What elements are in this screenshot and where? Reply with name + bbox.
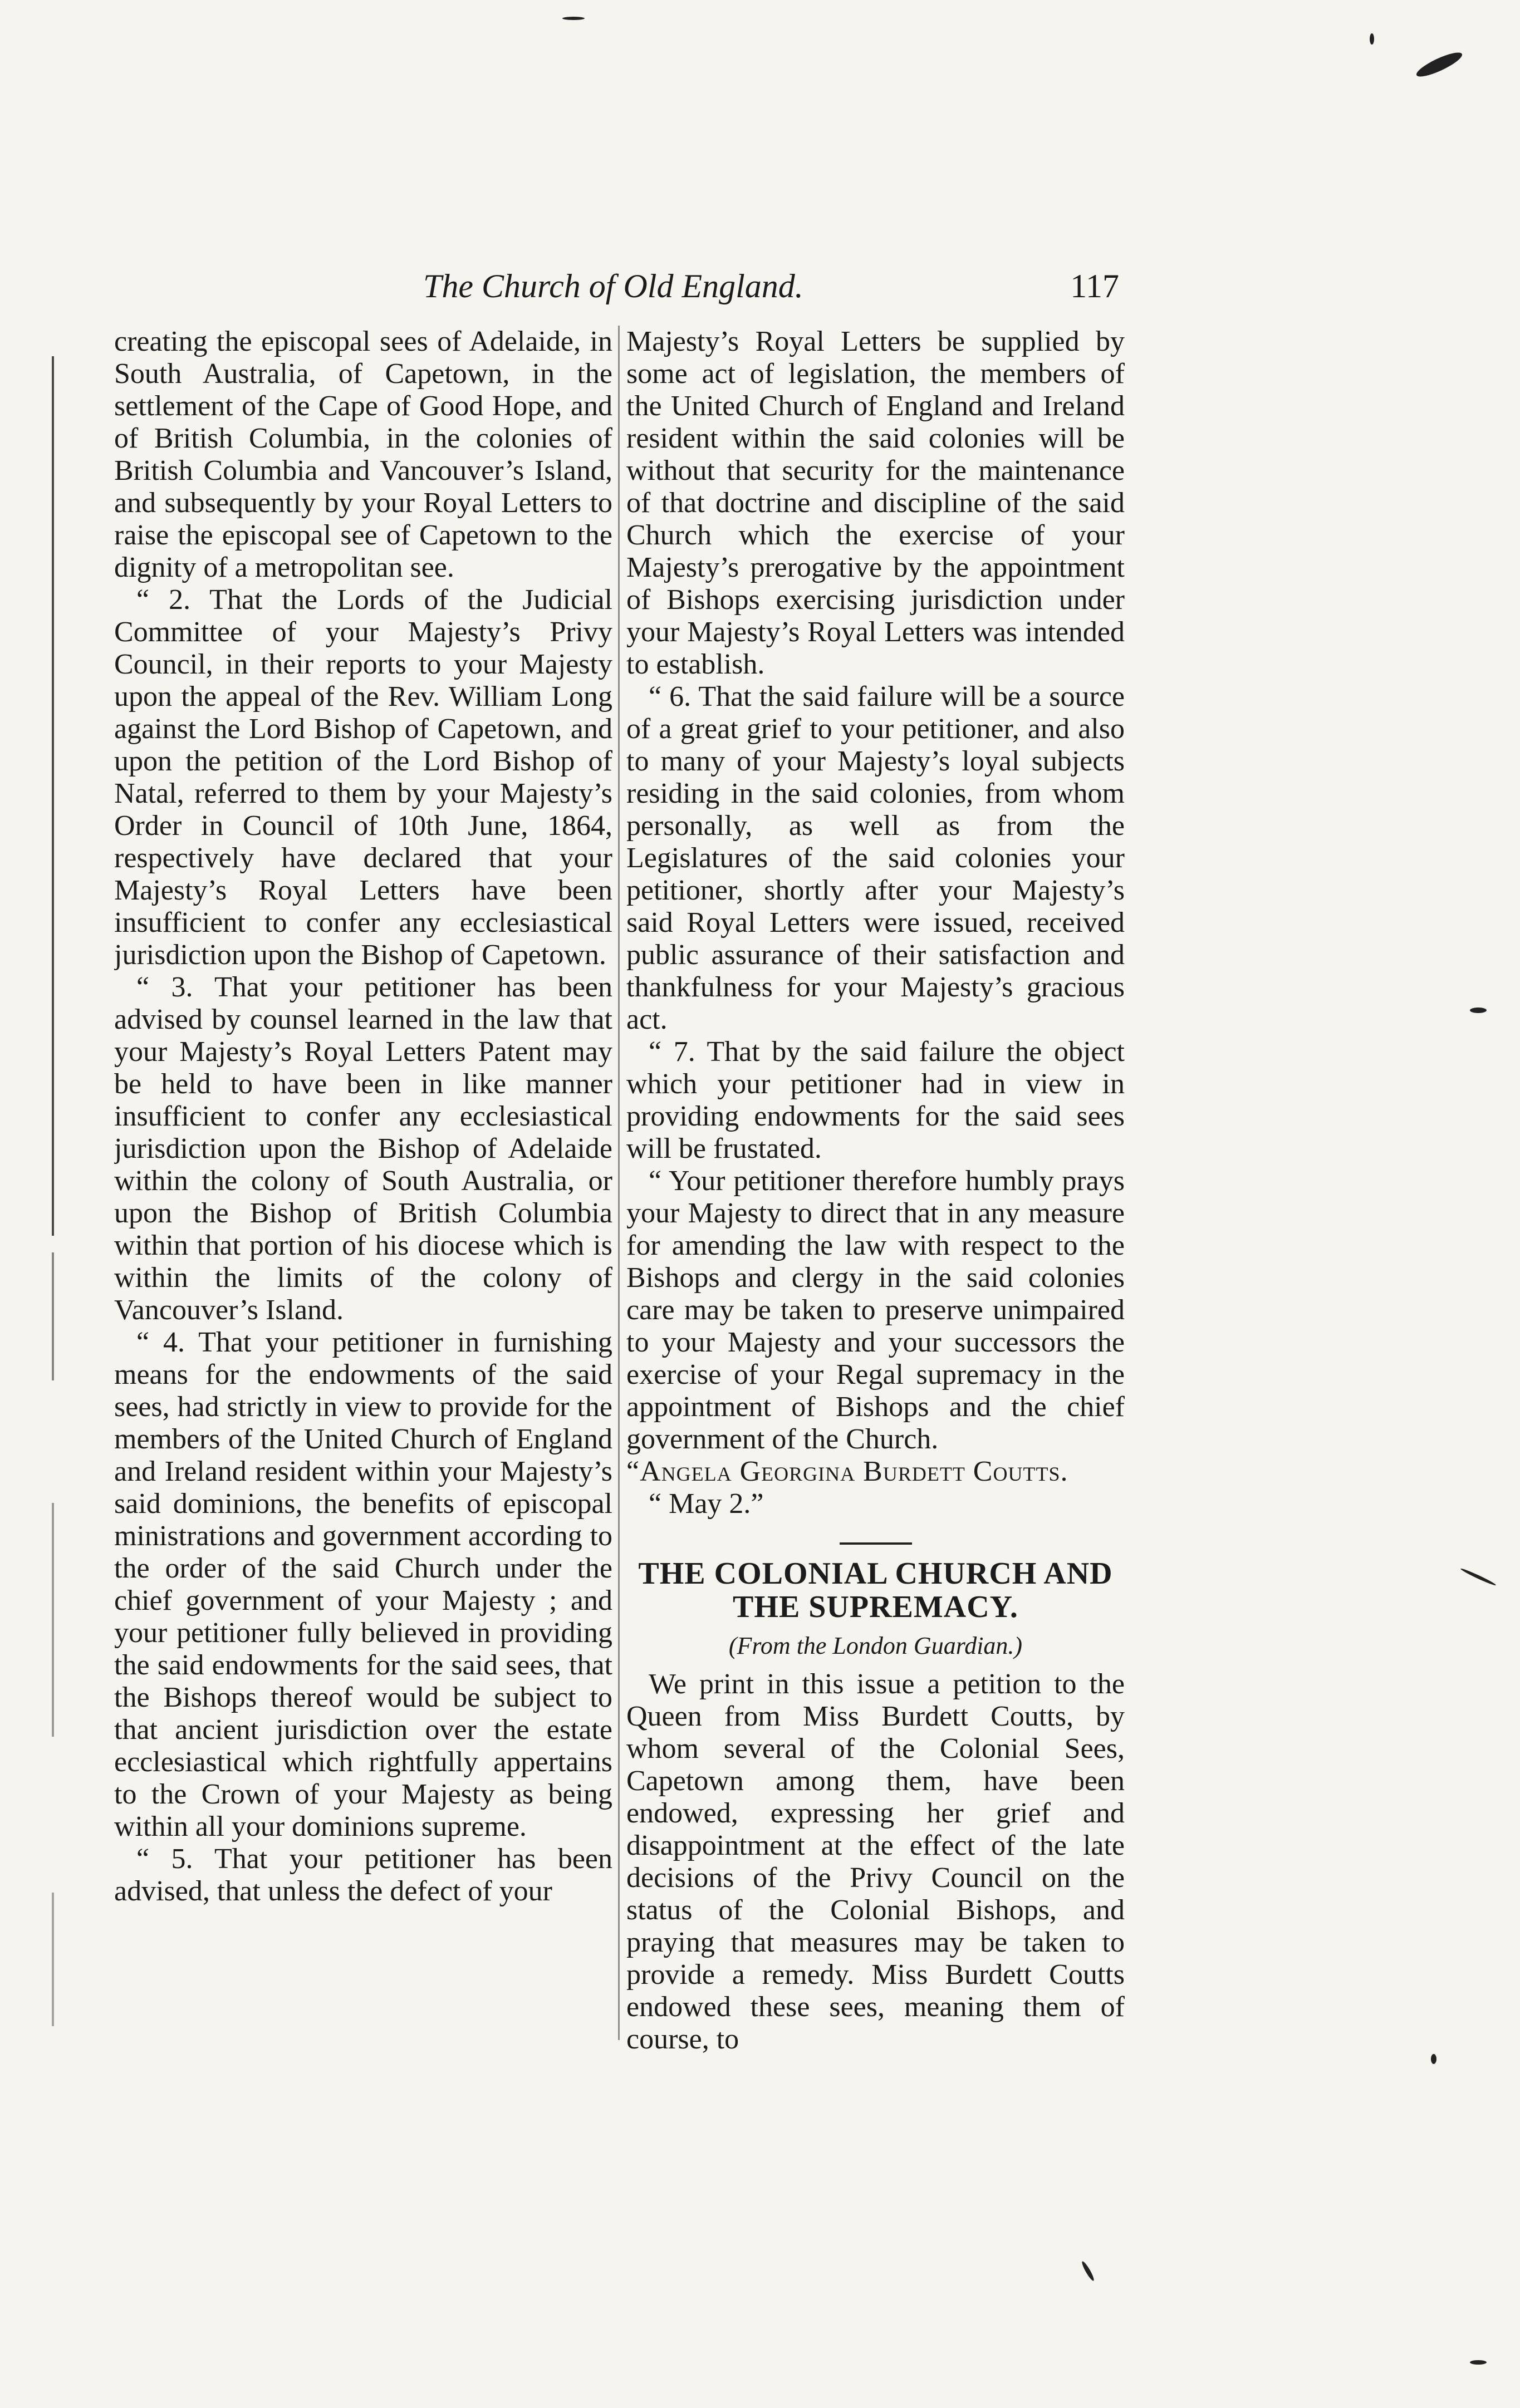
page-number: 117	[1070, 268, 1119, 304]
paragraph: “ Your petitioner therefore humbly prays your Majesty to direct that in any measure for amending the law with respect to the Bishops and clergy in the said colonies care may be taken to preserve unimpaired to your Majesty and your successors the exercise of your Regal supremacy in the appointment of Bishops and the chief government of the Church.	[626, 1165, 1125, 1455]
running-title: The Church of Old England.	[423, 268, 803, 304]
scan-speck	[1470, 1008, 1487, 1013]
scan-speck	[1081, 2260, 1096, 2282]
right-column	[626, 326, 1125, 2068]
article-title: THE COLONIAL CHURCH AND THE SUPREMACY.	[638, 1556, 1113, 1624]
petition-signature: “Angela Georgina Burdett Coutts.	[626, 1456, 1068, 1487]
paragraph: creating the episcopal sees of Adelaide, in South Australia, of Capetown, in the settlement of the Cape of Good Hope, and of British Columbia, in the colonies of British Columbia and Vancouver’s Island, and subsequently by your Royal Letters to raise the episcopal see of Capetown to the dignity of a metropolitan see.	[114, 326, 612, 583]
scan-speck	[562, 17, 585, 20]
margin-mark	[52, 356, 54, 1236]
margin-mark	[52, 1893, 54, 2026]
margin-mark	[52, 1252, 54, 1380]
paragraph: “ 6. That the said failure will be a source of a great grief to your petitioner, and also to many of your Majesty’s loyal subjects residing in the said colonies, from whom personally, as well as from the Legislatures of the said colonies your petitioner, shortly after your Majesty’s said Royal Letters were issued, received public assurance of their satisfaction and thankfulness for your Majesty’s gracious act.	[626, 681, 1125, 1035]
scan-speck	[1431, 2054, 1436, 2064]
paragraph: We print in this issue a petition to the Queen from Miss Burdett Coutts, by whom several of the Colonial Sees, Capetown among them, have been endowed, expressing her grief and disappointment at the effect of the late decisions of the Privy Council on the status of the Colonial Bishops, and praying that measures may be taken to provide a remedy. Miss Burdett Coutts endowed these sees, meaning them of course, to	[626, 1668, 1125, 2055]
margin-mark	[52, 1503, 54, 1737]
paragraph: “ 3. That your petitioner has been advised by counsel learned in the law that your Majesty’s Royal Letters Patent may be held to have been in like manner insufficient to confer any ecclesiastical jurisdiction upon the Bishop of Adelaide within the colony of South Australia, or upon the Bishop of British Columbia within that portion of his diocese which is within the limits of the colony of Vancouver’s Island.	[114, 971, 612, 1326]
scan-speck	[1470, 2360, 1487, 2365]
section-rule	[840, 1542, 912, 1545]
paragraph: “ 2. That the Lords of the Judicial Committee of your Majesty’s Privy Council, in their reports to your Majesty upon the appeal of the Rev. William Long against the Lord Bishop of Capetown, and upon the petition of the Lord Bishop of Natal, referred to them by your Majesty’s Order in Council of 10th June, 1864, respectively have declared that your Majesty’s Royal Letters have been insufficient to confer any ecclesiastical jurisdiction upon the Bishop of Capetown.	[114, 584, 612, 971]
left-column	[114, 326, 612, 2068]
column-divider	[618, 326, 620, 2040]
paragraph: “ 7. That by the said failure the object which your petitioner had in view in providing endowments for the said sees will be frustated.	[626, 1036, 1125, 1164]
scan-speck	[1370, 33, 1374, 45]
petition-date: “ May 2.”	[649, 1488, 764, 1520]
scan-speck	[1414, 48, 1465, 81]
paragraph: Majesty’s Royal Letters be supplied by some act of legislation, the members of the United Church of England and Ireland resident within the said colonies will be without that security for the maintenance of that doctrine and discipline of the said Church which the exercise of your Majesty’s prerogative by the appointment of Bishops exercising jurisdiction under your Majesty’s Royal Letters was intended to establish.	[626, 326, 1125, 680]
running-header	[423, 267, 1119, 312]
article-source: (From the London Guardian.)	[728, 1632, 1023, 1659]
paragraph: “ 5. That your petitioner has been advised, that unless the defect of your	[114, 1843, 612, 1907]
scan-speck	[1460, 1567, 1497, 1586]
paragraph: “ 4. That your petitioner in furnishing means for the endowments of the said sees, had strictly in view to provide for the members of the United Church of England and Ireland resident within your Majesty’s said dominions, the benefits of episcopal ministrations and government according to the order of the said Church under the chief government of your Majesty ; and your petitioner fully believed in providing the said endowments for the said sees, that the Bishops thereof would be subject to that ancient jurisdiction over the estate ecclesiastical which rightfully appertains to the Crown of your Majesty as being within all your dominions supreme.	[114, 1326, 612, 1842]
